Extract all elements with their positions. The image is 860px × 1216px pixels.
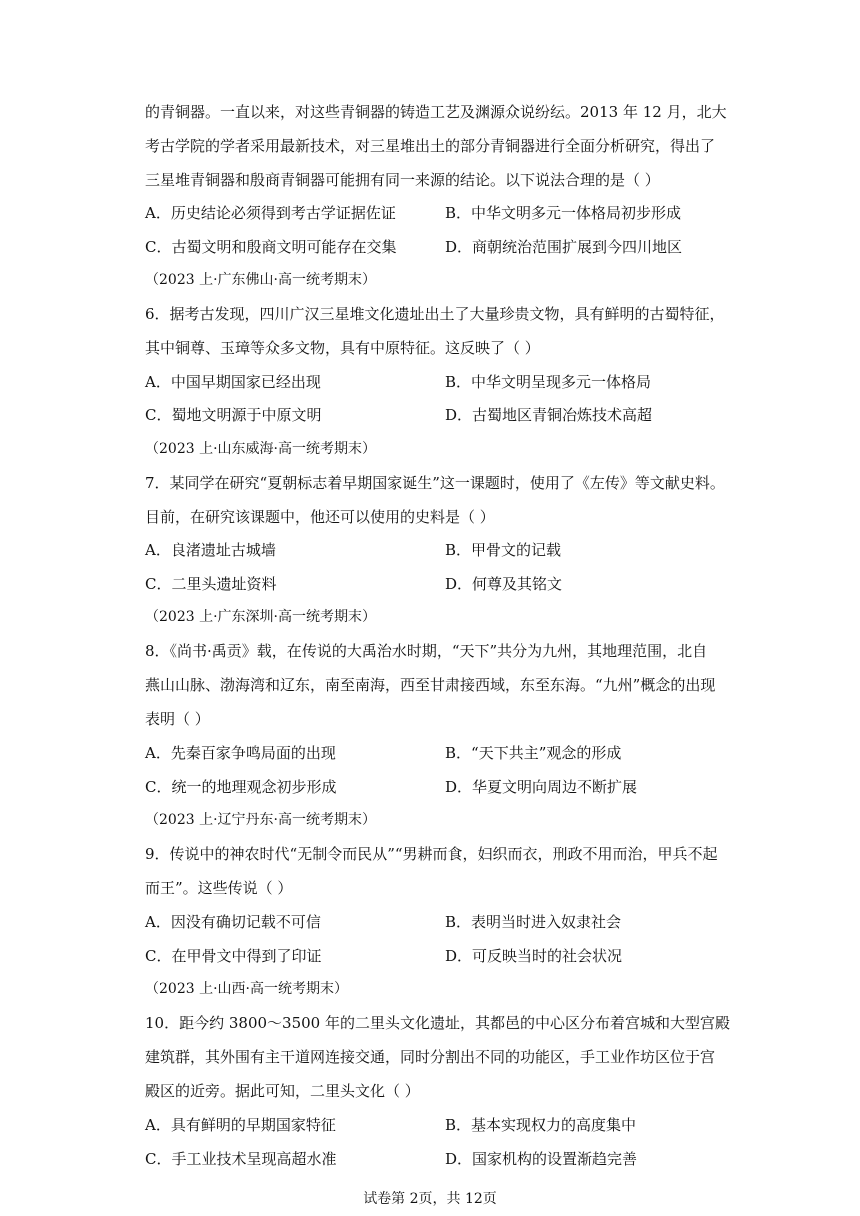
option-c: C．二里头遗址资料 bbox=[145, 575, 277, 593]
question-text-line: 建筑群，其外围有主干道网连接交通，同时分割出不同的功能区，手工业作坊区位于宫 bbox=[145, 1048, 716, 1066]
question-text-line: 的青铜器。一直以来，对这些青铜器的铸造工艺及渊源众说纷纭。2013 年 12 月，北大 bbox=[145, 103, 727, 121]
option-d: D．古蜀地区青铜冶炼技术高超 bbox=[445, 406, 653, 424]
question-text-line: 目前，在研究该课题中，他还可以使用的史料是（ ） bbox=[145, 508, 495, 526]
question-text-line: 燕山山脉、渤海湾和辽东，南至南海，西至甘肃接西域，东至东海。“九州”概念的出现 bbox=[145, 676, 716, 694]
option-a: A．先秦百家争鸣局面的出现 bbox=[145, 744, 336, 762]
option-b: B．中华文明呈现多元一体格局 bbox=[445, 373, 652, 391]
option-b: B．表明当时进入奴隶社会 bbox=[445, 913, 622, 931]
question-text-line: 6．据考古发现，四川广汉三星堆文化遗址出土了大量珍贵文物，具有鲜明的古蜀特征， bbox=[145, 305, 725, 323]
question-text-line: 而王”。这些传说（ ） bbox=[145, 879, 293, 897]
question-source: （2023 上·辽宁丹东·高一统考期末） bbox=[145, 812, 376, 828]
question-text-line: 殿区的近旁。据此可知，二里头文化（ ） bbox=[145, 1082, 420, 1100]
page-footer: 试卷第 2页，共 12页 bbox=[363, 1191, 497, 1207]
question-text-line: 8．《尚书·禹贡》载，在传说的大禹治水时期，“天下”共分为九州，其地理范围，北自 bbox=[145, 642, 708, 660]
option-d: D．可反映当时的社会状况 bbox=[445, 947, 623, 965]
question-text-line: 三星堆青铜器和殷商青铜器可能拥有同一来源的结论。以下说法合理的是（ ） bbox=[145, 171, 660, 189]
option-a: A．中国早期国家已经出现 bbox=[145, 373, 321, 391]
option-c: C．统一的地理观念初步形成 bbox=[145, 778, 337, 796]
question-source: （2023 上·山西·高一统考期末） bbox=[145, 981, 348, 997]
question-text-line: 考古学院的学者采用最新技术，对三星堆出土的部分青铜器进行全面分析研究，得出了 bbox=[145, 137, 716, 155]
option-d: D．华夏文明向周边不断扩展 bbox=[445, 778, 638, 796]
option-c: C．古蜀文明和殷商文明可能存在交集 bbox=[145, 238, 397, 256]
option-b: B．基本实现权力的高度集中 bbox=[445, 1116, 637, 1134]
option-c: C．在甲骨文中得到了印证 bbox=[145, 947, 322, 965]
question-text-line: 9．传说中的神农时代“无制令而民从”“男耕而食，妇织而衣，刑政不用而治，甲兵不起 bbox=[145, 845, 718, 863]
option-a: A．历史结论必须得到考古学证据佐证 bbox=[145, 204, 396, 222]
option-b: B．甲骨文的记载 bbox=[445, 541, 562, 559]
option-b: B．中华文明多元一体格局初步形成 bbox=[445, 204, 682, 222]
option-a: A．良渚遗址古城墙 bbox=[145, 541, 276, 559]
option-d: D．国家机构的设置渐趋完善 bbox=[445, 1150, 638, 1168]
option-d: D．何尊及其铭文 bbox=[445, 575, 563, 593]
question-source: （2023 上·广东佛山·高一统考期末） bbox=[145, 272, 376, 288]
question-text-line: 其中铜尊、玉璋等众多文物，具有中原特征。这反映了（ ） bbox=[145, 339, 540, 357]
question-text-line: 7．某同学在研究“夏朝标志着早期国家诞生”这一课题时，使用了《左传》等文献史料。 bbox=[145, 474, 725, 492]
option-c: C．手工业技术呈现高超水准 bbox=[145, 1150, 337, 1168]
option-d: D．商朝统治范围扩展到今四川地区 bbox=[445, 238, 683, 256]
question-text-line: 10．距今约 3800～3500 年的二里头文化遗址，其都邑的中心区分布着宫城和大型宫殿 bbox=[145, 1014, 730, 1032]
question-text-line: 表明（ ） bbox=[145, 710, 210, 728]
option-b: B．“天下共主”观念的形成 bbox=[445, 744, 622, 762]
option-a: A．因没有确切记载不可信 bbox=[145, 913, 321, 931]
option-a: A．具有鲜明的早期国家特征 bbox=[145, 1116, 336, 1134]
question-source: （2023 上·广东深圳·高一统考期末） bbox=[145, 609, 376, 625]
option-c: C．蜀地文明源于中原文明 bbox=[145, 406, 322, 424]
question-source: （2023 上·山东威海·高一统考期末） bbox=[145, 441, 376, 457]
